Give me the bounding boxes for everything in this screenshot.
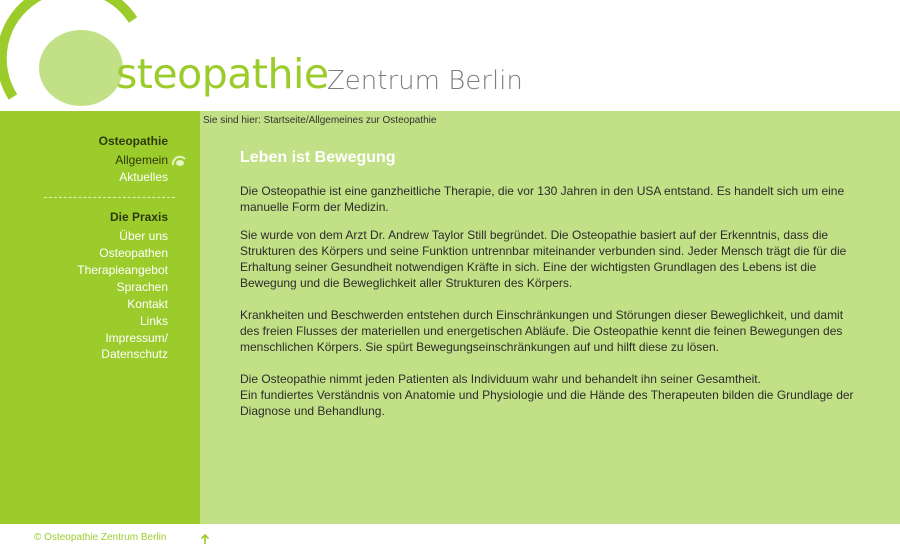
breadcrumb: Sie sind hier: Startseite/Allgemeines zur Osteopathie <box>203 115 437 126</box>
logo-subtitle: Zentrum Berlin <box>327 66 523 96</box>
paragraph-3: Krankheiten und Beschwerden entstehen durch Einschränkungen und Störungen dieser Beweglichkeit, und damit des freien Flusses der materiellen und energetischen Abläufe. Die Osteopathie kennt die feinen Bewegungen des menschlichen Körpers. Sie spürt Bewegungseinschränkungen auf und hilft diese zu lösen. <box>240 308 844 354</box>
site-header <box>0 0 900 111</box>
sidebar-nav <box>0 111 200 524</box>
main-content <box>200 111 900 524</box>
nav-item-kontakt[interactable]: Kontakt <box>127 297 168 311</box>
nav-item-datenschutz[interactable]: Datenschutz <box>101 347 168 361</box>
paragraph-1: Die Osteopathie ist eine ganzheitliche Therapie, die vor 130 Jahren in den USA entstand. Es handelt sich um eine manuelle Form der Medizin. <box>240 184 845 214</box>
site-footer <box>0 524 900 554</box>
page-title: Leben ist Bewegung <box>240 149 396 166</box>
paragraph-2: Sie wurde von dem Arzt Dr. Andrew Taylor Still begründet. Die Osteopathie basiert auf der Erkenntnis, dass die Strukturen des Körpers und seine Funktion untrennbar miteinander verbunden sind. Jeder Mensch trägt die für die Erhaltung seiner Gesundheit notwendigen Kräfte in sich. Eine der wichtigsten Grundlagen des Lebens ist die Bewegung und die Beweglichkeit aller Strukturen des Körpers. <box>240 228 847 290</box>
nav-item-sprachen[interactable]: Sprachen <box>116 280 168 294</box>
arrow-up-icon[interactable] <box>200 533 210 545</box>
nav-item-aktuelles[interactable]: Aktuelles <box>119 170 168 184</box>
nav-item-therapieangebot[interactable]: Therapieangebot <box>77 263 168 277</box>
nav-divider <box>44 197 175 198</box>
nav-item-osteopathen[interactable]: Osteopathen <box>99 246 168 260</box>
nav-heading-osteopathie: Osteopathie <box>98 134 168 148</box>
active-arc-icon <box>170 154 186 166</box>
paragraph-4b: Ein fundiertes Verständnis von Anatomie und Physiologie und die Hände des Therapeuten bilden die Grundlage der Diagnose und Behandlung. <box>240 388 854 418</box>
nav-item-allgemein[interactable]: Allgemein <box>115 153 168 167</box>
nav-item-links[interactable]: Links <box>139 314 168 328</box>
logo-wordmark[interactable]: steopathie <box>116 50 329 98</box>
nav-item-impressum[interactable]: Impressum/ <box>105 331 168 345</box>
article-body <box>240 183 860 419</box>
nav-item-ueber-uns[interactable]: Über uns <box>119 229 168 243</box>
paragraph-4a: Die Osteopathie nimmt jeden Patienten als Individuum wahr und behandelt ihn seiner Gesamtheit. <box>240 372 761 386</box>
nav-heading-praxis: Die Praxis <box>109 210 168 224</box>
copyright-text: © Osteopathie Zentrum Berlin <box>34 532 167 543</box>
